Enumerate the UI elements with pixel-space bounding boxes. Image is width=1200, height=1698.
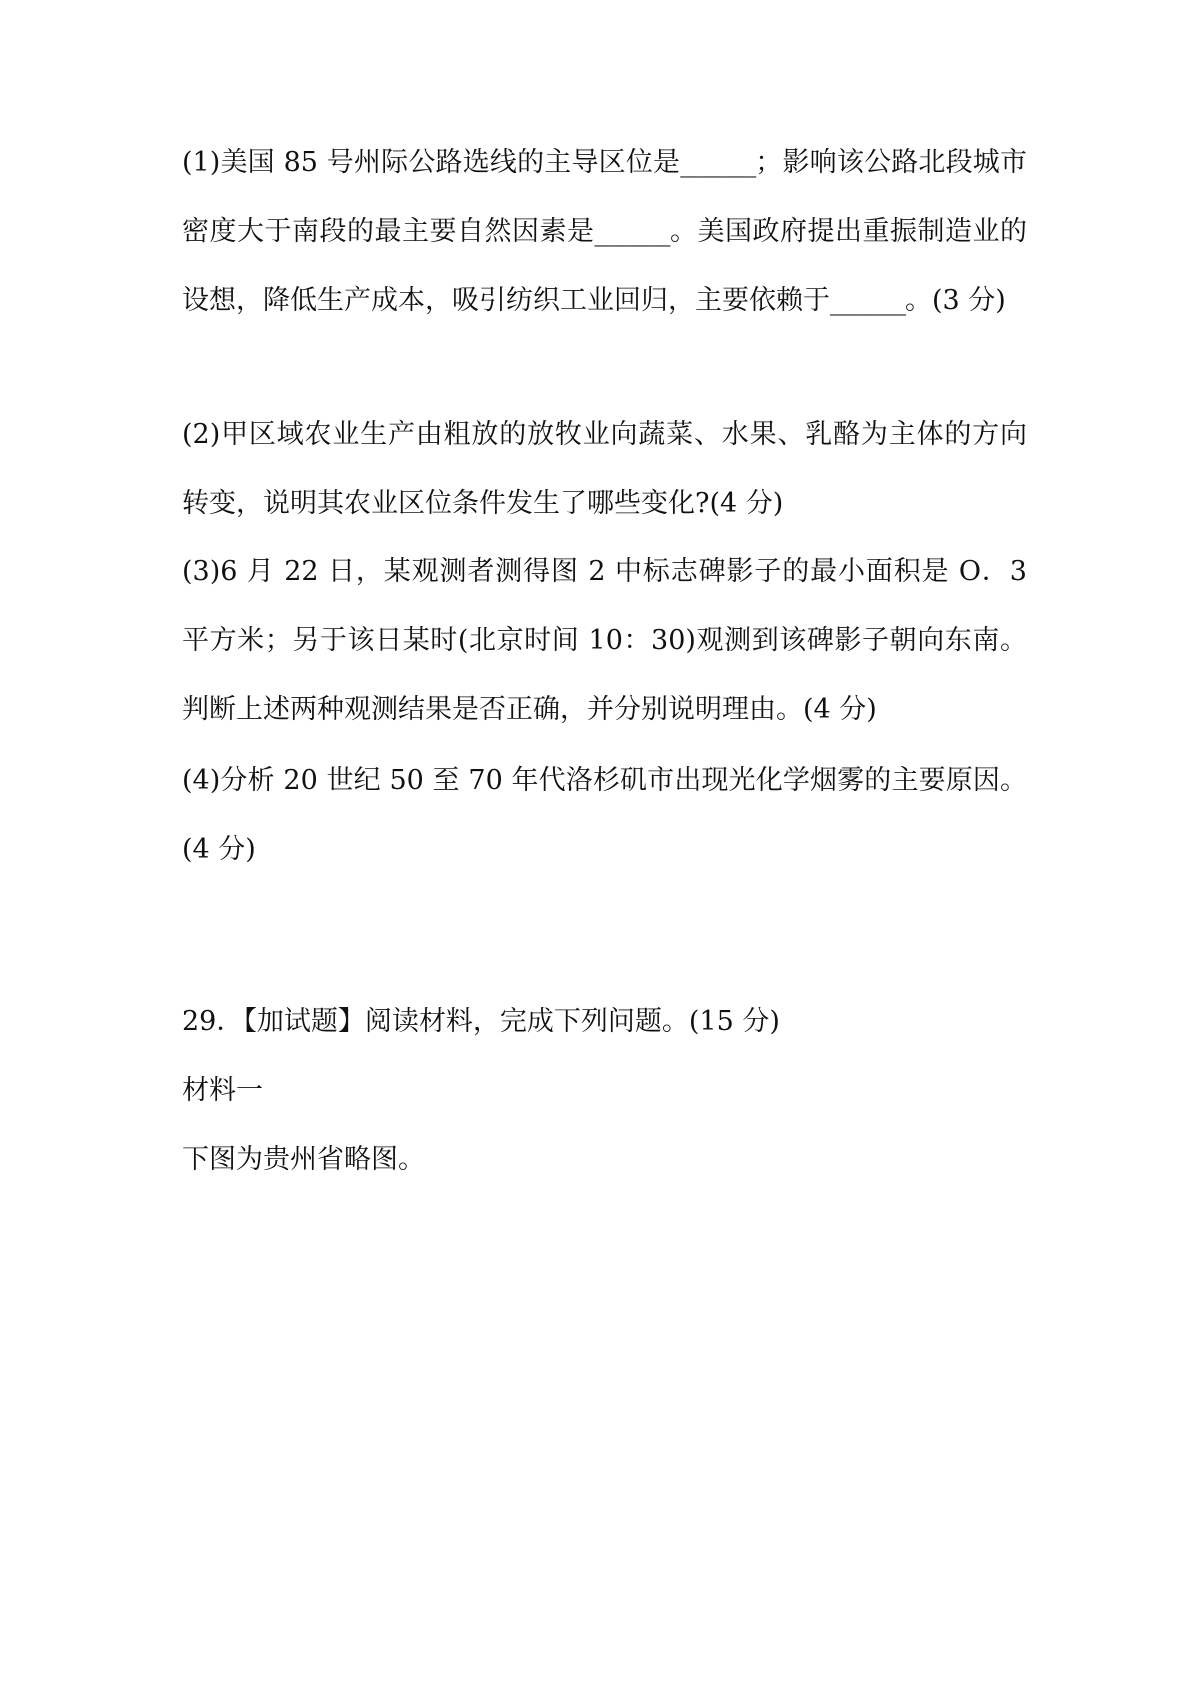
material-label: 材料一 [182,1075,263,1106]
material-text: 下图为贵州省略图。 [182,1144,425,1175]
answer-blank-1[interactable]: ______ [680,147,756,178]
answer-blank-3[interactable]: ______ [830,285,905,316]
question-29-heading: 29．【加试题】阅读材料，完成下列问题。(15 分) [182,1006,780,1037]
answer-blank-2[interactable]: ______ [594,216,670,247]
question-1 [182,128,1027,335]
question-1-text-d: 。(3 分) [905,285,1006,316]
question-1-text-b: ；影响该公路北段城市密度大于南段的最主要自然因素是 [182,147,1027,247]
question-4: (4)分析 20 世纪 50 至 70 年代洛杉矶市出现光化学烟雾的主要原因。(4 分) [182,765,1027,865]
question-2: (2)甲区域农业生产由粗放的放牧业向蔬菜、水果、乳酪为主体的方向转变，说明其农业区位条件发生了哪些变化?(4 分) [182,419,1027,519]
question-3: (3)6 月 22 日，某观测者测得图 2 中标志碑影子的最小面积是 O．3 平方米；另于该日某时(北京时间 10：30)观测到该碑影子朝向东南。判断上述两种观测结果是否正确，并分别说明理由。(4 分) [182,556,1027,725]
question-1-text-a: (1)美国 85 号州际公路选线的主导区位是 [182,147,681,178]
question-1-text-c: 。美国政府提出重振制造业的设想，降低生产成本，吸引纺织工业回归，主要依赖于 [182,216,1027,316]
